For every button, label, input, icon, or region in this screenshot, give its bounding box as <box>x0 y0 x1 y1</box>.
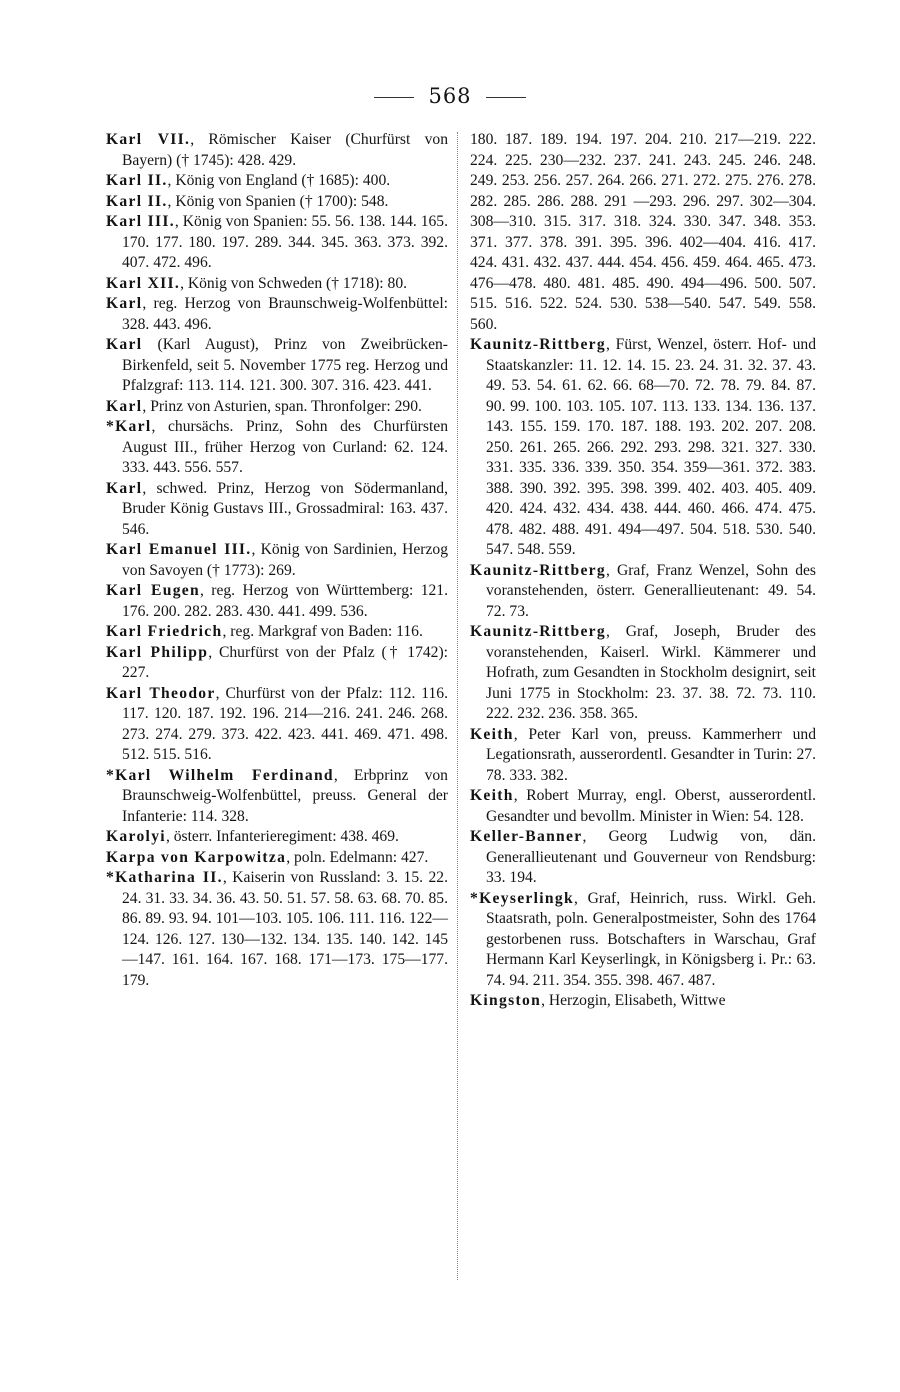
index-entry: Karl Emanuel III., König von Sardinien, Herzog von Savoyen († 1773): 269. <box>106 541 449 579</box>
header-rule-left <box>374 97 414 98</box>
index-entry: Karl XII., König von Schweden († 1718): 80. <box>106 274 408 292</box>
index-entry: *Keyserlingk, Graf, Heinrich, russ. Wirkl. Geh. Staatsrath, poln. Generalpostmeister, Sohn des 1764 gestorbenen russ. Botschafters in Warschau, Graf Hermann Karl Keyserlingk, in Königsberg i. Pr.: 63. 74. 94. 211. 354. 355. 398. 467. 487. <box>470 889 816 989</box>
index-entry: Karl Theodor, Churfürst von der Pfalz: 112. 116. 117. 120. 187. 192. 196. 214—216. 241. 246. 268. 273. 274. 279. 373. 422. 423. 441. 469. 471. 498. 512. 515. 516. <box>106 684 448 763</box>
index-entry: Karl (Karl August), Prinz von Zweibrücken-Birkenfeld, seit 5. November 1775 reg. Herzog und Pfalzgraf: 113. 114. 121. 300. 307. 316. 423. 441. <box>106 336 448 394</box>
index-entry: Karl II., König von Spanien († 1700): 548. <box>106 192 389 210</box>
index-entry: Karolyi, österr. Infanterieregiment: 438. 469. <box>106 828 399 845</box>
page-number: 568 <box>428 84 472 108</box>
index-entry: Karl Eugen, reg. Herzog von Württemberg: 121. 176. 200. 282. 283. 430. 441. 499. 536. <box>106 582 449 620</box>
index-entry: Karl Friedrich, reg. Markgraf von Baden: 116. <box>106 623 423 640</box>
index-entry: Keith, Robert Murray, engl. Oberst, ausserordentl. Gesandter und bevollm. Minister in Wien: 54. 128. <box>470 787 816 825</box>
index-entry: Kaunitz-Rittberg, Graf, Joseph, Bruder des voranstehenden, Kaiserl. Wirkl. Kämmerer und Hofrath, zum Gesandten in Stockholm designirt, seit Juni 1775 in Stockholm: 23. 37. 38. 72. 73. 110. 222. 232. 236. 358. 365. <box>470 623 816 722</box>
page-header <box>0 84 900 108</box>
index-entry: Karl, Prinz von Asturien, span. Thronfolger: 290. <box>106 397 422 415</box>
index-entry: *Karl, chursächs. Prinz, Sohn des Churfürsten August III., früher Herzog von Curland: 62. 124. 333. 443. 556. 557. <box>106 418 448 476</box>
index-entry: *Katharina II., Kaiserin von Russland: 3. 15. 22. 24. 31. 33. 34. 36. 43. 50. 51. 57. 58. 63. 68. 70. 85. 86. 89. 93. 94. 101—103. 105. 106. 111. 116. 122—124. 126. 127. 130—132. 134. 135. 140. 142. 145—147. 161. 164. 167. 168. 171—173. 175—177. 179. <box>106 869 448 989</box>
column-divider <box>457 132 458 1280</box>
left-column <box>106 130 448 991</box>
index-entry: Karl II., König von England († 1685): 400. <box>106 172 391 189</box>
index-entry: Karl, reg. Herzog von Braunschweig-Wolfenbüttel: 328. 443. 496. <box>106 295 448 333</box>
index-entry: Karl III., König von Spanien: 55. 56. 138. 144. 165. 170. 177. 180. 197. 289. 344. 345. 363. 373. 392. 407. 472. 496. <box>106 213 448 271</box>
continued-page-list: 180. 187. 189. 194. 197. 204. 210. 217—219. 222. 224. 225. 230—232. 237. 241. 243. 245. 246. 248. 249. 253. 256. 257. 264. 266. 271. 272. 275. 276. 278. 282. 285. 286. 288. 291 —293. 296. 297. 302—304. 308—310. 315. 317. 318. 324. 330. 347. 348. 353. 371. 377. 378. 391. 395. 396. 402—404. 416. 417. 424. 431. 432. 437. 444. 454. 456. 459. 464. 465. 473. 476—478. 480. 481. 485. 490. 494—496. 500. 507. 515. 516. 522. 524. 530. 538—540. 547. 549. 558. 560. <box>470 131 816 333</box>
index-entry: Karpa von Karpowitza, poln. Edelmann: 427. <box>106 848 429 866</box>
index-entry: Kaunitz-Rittberg, Graf, Franz Wenzel, Sohn des voranstehenden, österr. Generallieutenant: 49. 54. 72. 73. <box>470 561 816 620</box>
header-rule-right <box>486 97 526 98</box>
index-entry: Kaunitz-Rittberg, Fürst, Wenzel, österr. Hof- und Staatskanzler: 11. 12. 14. 15. 23. 24. 31. 32. 37. 43. 49. 53. 54. 61. 62. 66. 68—70. 72. 78. 79. 84. 87. 90. 99. 100. 103. 105. 107. 113. 133. 134. 136. 137. 143. 155. 159. 170. 187. 188. 193. 202. 207. 208. 250. 261. 265. 266. 292. 293. 298. 321. 327. 330. 331. 335. 336. 339. 350. 354. 359—361. 372. 383. 388. 390. 392. 395. 398. 399. 402. 403. 405. 409. 420. 424. 432. 434. 438. 444. 460. 466. 474. 475. 478. 482. 488. 491. 494—497. 504. 518. 530. 540. 547. 548. 559. <box>470 336 816 558</box>
index-entry: Keith, Peter Karl von, preuss. Kammerherr und Legationsrath, ausserordentl. Gesandter in Turin: 27. 78. 333. 382. <box>470 725 816 784</box>
index-entry: Karl, schwed. Prinz, Herzog von Södermanland, Bruder König Gustavs III., Grossadmiral: 163. 437. 546. <box>106 479 448 538</box>
index-entry: Karl Philipp, Churfürst von der Pfalz († 1742): 227. <box>106 643 449 681</box>
index-entry: Kingston, Herzogin, Elisabeth, Wittwe <box>470 992 726 1009</box>
right-column <box>470 130 816 1012</box>
index-entry: *Karl Wilhelm Ferdinand, Erbprinz von Braunschweig-Wolfenbüttel, preuss. General der Infanterie: 114. 328. <box>106 766 448 825</box>
index-entry: Karl VII., Römischer Kaiser (Churfürst von Bayern) († 1745): 428. 429. <box>106 131 448 169</box>
index-entry: Keller-Banner, Georg Ludwig von, dän. Generallieutenant und Gouverneur von Rendsburg: 33. 194. <box>470 828 816 886</box>
